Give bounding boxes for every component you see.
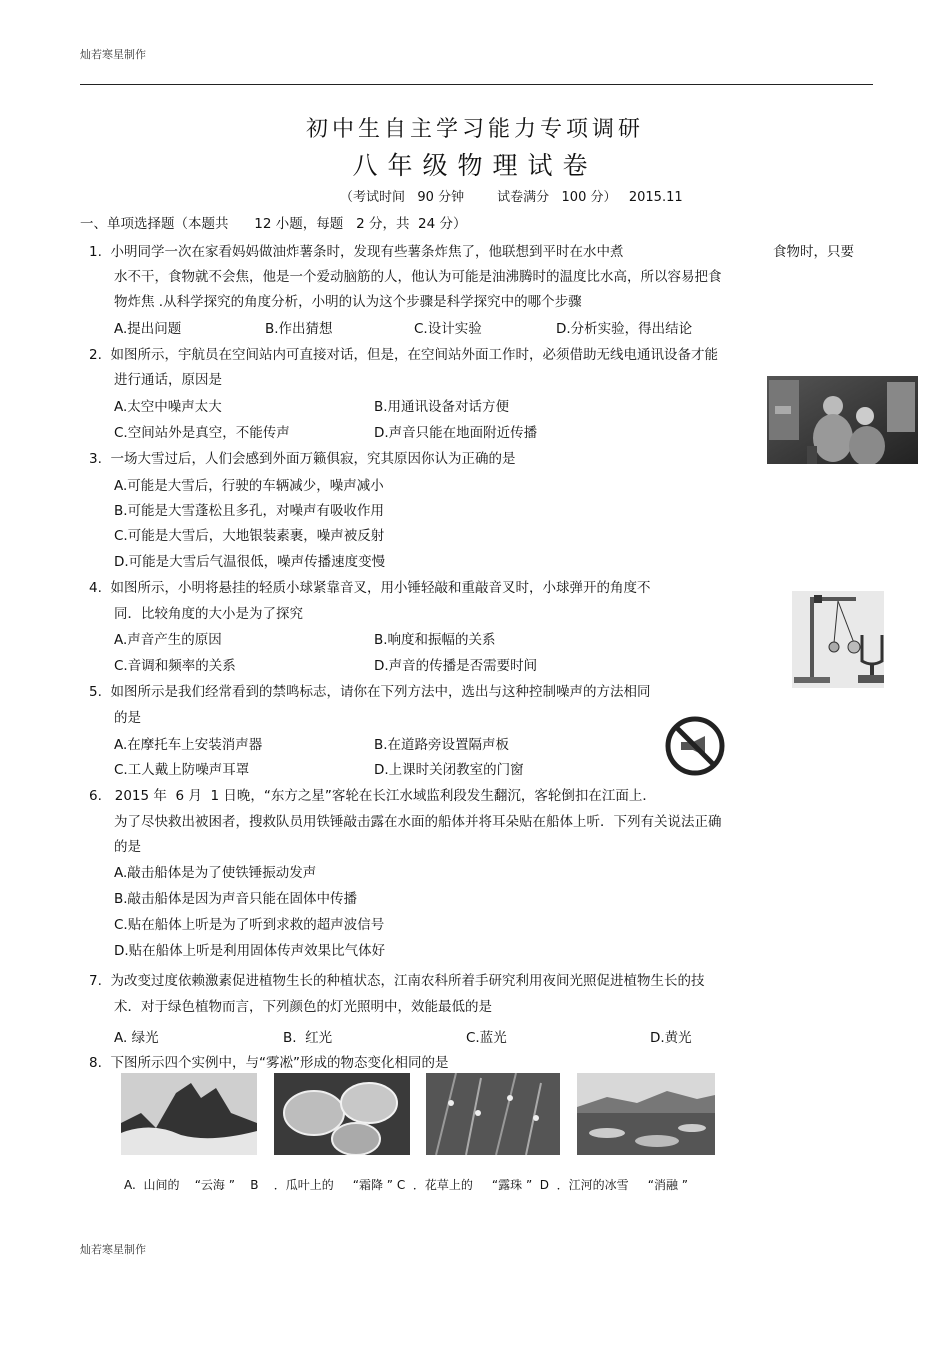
q2-option-a: A.太空中噪声太大 [114, 399, 222, 415]
q4-line2: 同．比较角度的大小是为了探究 [114, 606, 303, 622]
q1-option-d: D.分析实验，得出结论 [556, 321, 693, 337]
q6-option-a: A.敲击船体是为了使铁锤振动发声 [114, 865, 317, 881]
q5-option-a: A.在摩托车上安装消声器 [114, 737, 263, 753]
q5-option-b: B.在道路旁设置隔声板 [374, 737, 510, 753]
q5-option-d: D.上课时关闭教室的门窗 [374, 762, 524, 778]
q3-option-d: D.可能是大雪后气温很低，噪声传播速度变慢 [114, 554, 386, 570]
header-rule [80, 84, 873, 85]
q7-line2: 术．对于绿色植物而言，下列颜色的灯光照明中，效能最低的是 [114, 999, 492, 1015]
q7-option-b: B. 红光 [283, 1030, 333, 1046]
q1-option-c: C.设计实验 [414, 321, 482, 337]
q1-line1b: 食物时，只要 [773, 244, 854, 260]
q4-option-b: B.响度和振幅的关系 [374, 632, 496, 648]
exam-title-sub: 八年级物理试卷 [352, 151, 598, 180]
exam-title-main: 初中生自主学习能力专项调研 [305, 117, 644, 142]
astronauts-photo [767, 376, 918, 464]
cloud-sea-photo [121, 1073, 257, 1155]
q1-line3: 物炸焦 .从科学探究的角度分析，小明的认为这个步骤是科学探究中的哪个步骤 [114, 294, 582, 310]
q1-option-a: A.提出问题 [114, 321, 182, 337]
q6-line1: 6. 2015 年 6 月 1 日晚，“东方之星”客轮在长江水域监利段发生翻沉，客轮倒扣在江面上． [89, 788, 656, 804]
q6-option-c: C.贴在船体上听是为了听到求救的超声波信号 [114, 917, 385, 933]
no-horn-icon [665, 716, 725, 776]
q7-line1: 7. 为改变过度依赖激素促进植物生长的种植状态，江南农科所着手研究利用夜间光照促进植物生长的技 [89, 973, 705, 989]
q6-option-b: B.敲击船体是因为声音只能在固体中传播 [114, 891, 358, 907]
q5-line1: 5. 如图所示是我们经常看到的禁鸣标志，请你在下列方法中，选出与这种控制噪声的方法相同 [89, 684, 651, 700]
tuning-fork-diagram [792, 591, 884, 688]
q6-option-d: D.贴在船体上听是利用固体传声效果比气体好 [114, 943, 386, 959]
q4-option-d: D.声音的传播是否需要时间 [374, 658, 538, 674]
q2-line2: 进行通话，原因是 [114, 372, 222, 388]
q6-line3: 的是 [114, 839, 141, 855]
q4-option-a: A.声音产生的原因 [114, 632, 222, 648]
q2-option-b: B.用通讯设备对话方便 [374, 399, 510, 415]
q5-option-c: C.工人戴上防噪声耳罩 [114, 762, 250, 778]
q2-line1: 2. 如图所示，宇航员在空间站内可直接对话，但是，在空间站外面工作时，必须借助无线电通讯设备才能 [89, 347, 718, 363]
q2-option-c: C.空间站外是真空，不能传声 [114, 425, 290, 441]
melting-ice-photo [577, 1073, 715, 1155]
q6-line2: 为了尽快救出被困者，搜救队员用铁锤敲击露在水面的船体并将耳朵贴在船体上听．下列有关说法正确 [114, 814, 722, 830]
q3-option-c: C.可能是大雪后，大地银装素裹，噪声被反射 [114, 528, 385, 544]
q3-option-a: A.可能是大雪后，行驶的车辆减少，噪声减小 [114, 478, 384, 494]
q3-line1: 3. 一场大雪过后，人们会感到外面万籁俱寂，究其原因你认为正确的是 [89, 451, 516, 467]
page-footer: 灿若寒星制作 [80, 1243, 146, 1256]
dew-grass-photo [426, 1073, 560, 1155]
q5-line2: 的是 [114, 710, 141, 726]
exam-info: （考试时间 90 分钟 试卷满分 100 分） 2015.11 [340, 190, 683, 205]
section-heading: 一、单项选择题（本题共 12 小题，每题 2 分，共 24 分） [80, 216, 467, 232]
frost-leaves-photo [274, 1073, 410, 1155]
page-header: 灿若寒星制作 [80, 48, 146, 61]
q8-line1: 8. 下图所示四个实例中，与“雾凇”形成的物态变化相同的是 [89, 1055, 449, 1071]
q7-option-d: D.黄光 [650, 1030, 692, 1046]
q8-caption: A. 山间的 “云海 ” B ．瓜叶上的 “霜降 ” C ．花草上的 “露珠 ” D ．江河的冰雪 “消融 ” [124, 1178, 688, 1192]
q4-option-c: C.音调和频率的关系 [114, 658, 236, 674]
q7-option-a: A. 绿光 [114, 1030, 159, 1046]
q1-line1: 1. 小明同学一次在家看妈妈做油炸薯条时，发现有些薯条炸焦了，他联想到平时在水中煮 [89, 244, 624, 260]
q1-line2: 水不干，食物就不会焦，他是一个爱动脑筋的人，他认为可能是油沸腾时的温度比水高，所以容易把食 [114, 269, 722, 285]
q2-option-d: D.声音只能在地面附近传播 [374, 425, 538, 441]
q4-line1: 4. 如图所示，小明将悬挂的轻质小球紧靠音叉，用小锤轻敲和重敲音叉时，小球弹开的角度不 [89, 580, 651, 596]
q7-option-c: C.蓝光 [466, 1030, 507, 1046]
q3-option-b: B.可能是大雪蓬松且多孔，对噪声有吸收作用 [114, 503, 385, 519]
q1-option-b: B.作出猜想 [265, 321, 333, 337]
